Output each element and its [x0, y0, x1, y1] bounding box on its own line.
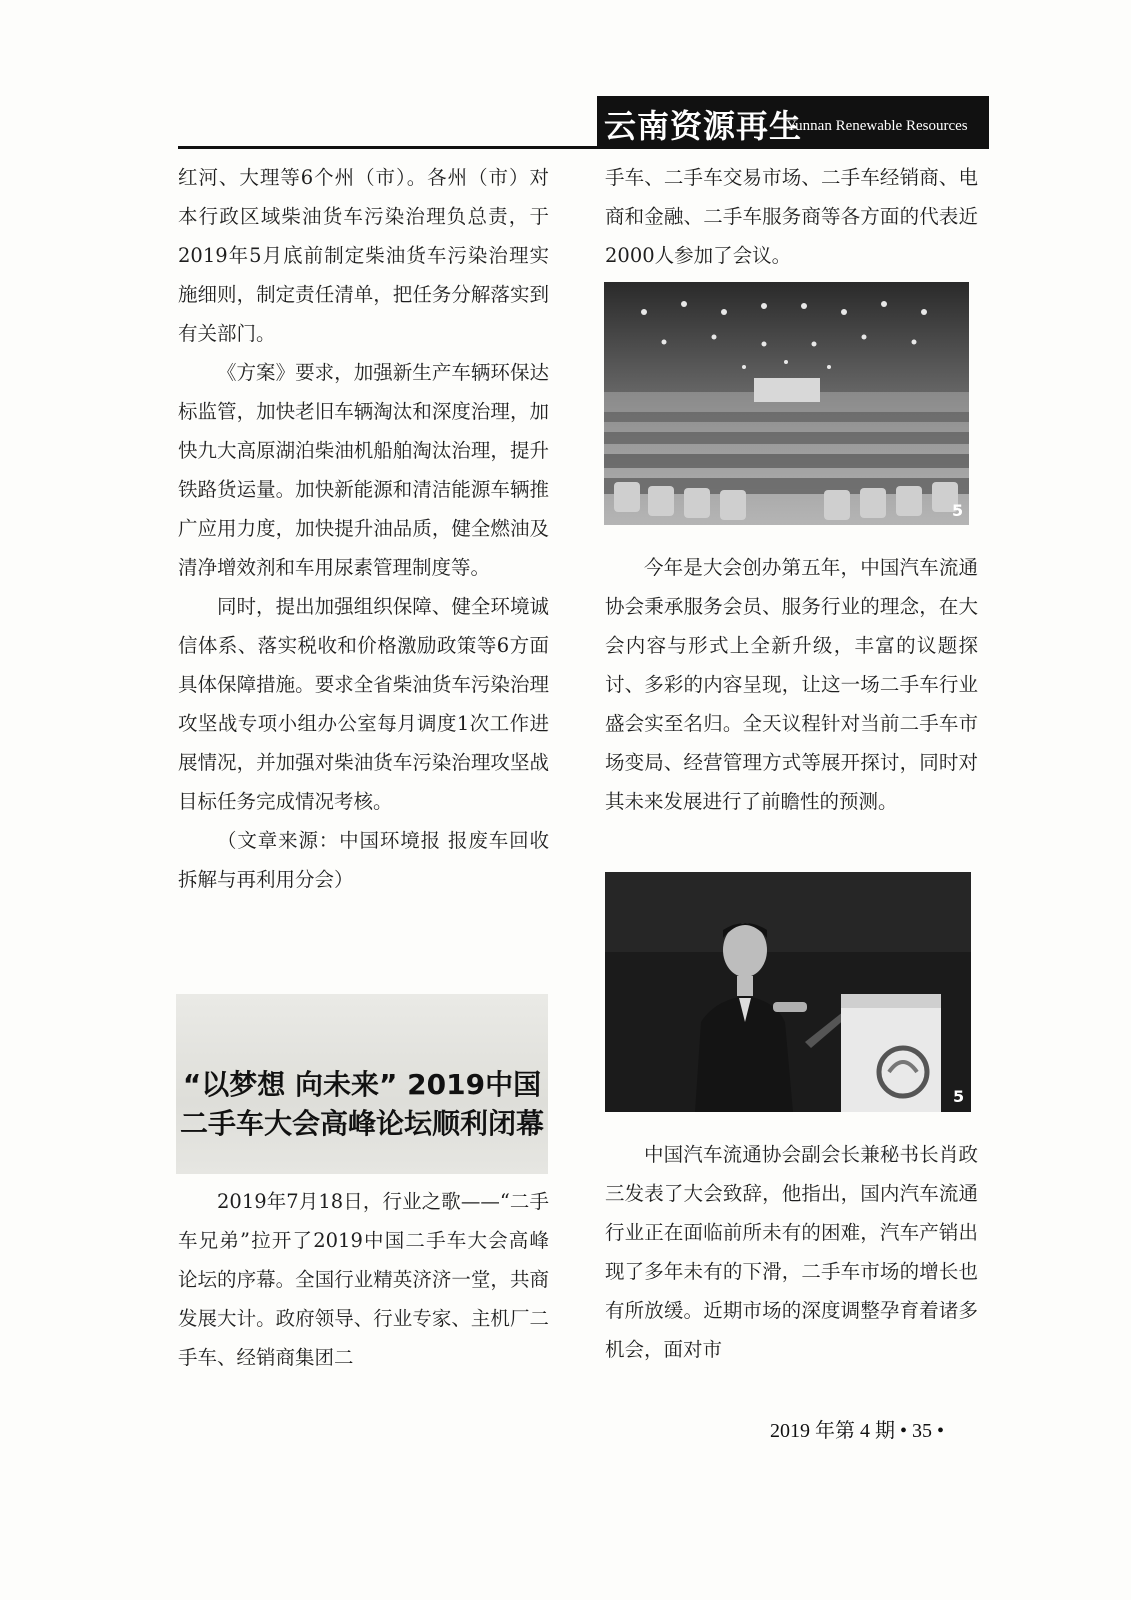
right-column-text-c [605, 1135, 978, 1369]
paragraph: 中国汽车流通协会副会长兼秘书长肖政三发表了大会致辞，他指出，国内汽车流通行业正在面临前所未有的困难，汽车产销出现了多年未有的下滑，二手车市场的增长也有所放缓。近期市场的深度调整孕育着诸多机会，面对市 [605, 1143, 978, 1361]
article-title-line-1: “以梦想 向未来” 2019中国 [182, 1068, 542, 1101]
paragraph: 同时，提出加强组织保障、健全环境诚信体系、落实税收和价格激励政策等6方面具体保障措施。要求全省柴油货车污染治理攻坚战专项小组办公室每月调度1次工作进展情况，并加强对柴油货车污染治理攻坚战目标任务完成情况考核。 [178, 595, 549, 813]
paragraph: 红河、大理等6个州（市）。各州（市）对本行政区域柴油货车污染治理负总责，于2019年5月底前制定柴油货车污染治理实施细则，制定责任清单，把任务分解落实到有关部门。 [178, 166, 549, 345]
paragraph: 2019年7月18日，行业之歌——“二手车兄弟”拉开了2019中国二手车大会高峰论坛的序幕。全国行业精英济济一堂，共商发展大计。政府领导、行业专家、主机厂二手车、经销商集团二 [178, 1190, 549, 1369]
article-intro [178, 1182, 549, 1377]
right-column-text-b [605, 548, 978, 821]
paragraph: 手车、二手车交易市场、二手车经销商、电商和金融、二手车服务商等各方面的代表近2000人参加了会议。 [605, 166, 978, 267]
right-column-text-a [605, 158, 978, 275]
page-number: 2019 年第 4 期 • 35 • [770, 1420, 945, 1442]
header-rule [178, 146, 989, 149]
conference-hall-photo [604, 282, 969, 525]
svg-text:5: 5 [953, 1087, 965, 1106]
paragraph: 今年是大会创办第五年，中国汽车流通协会秉承服务会员、服务行业的理念，在大会内容与形式上全新升级，丰富的议题探讨、多彩的内容呈现，让这一场二手车行业盛会实至名归。全天议程针对当前二手车市场变局、经营管理方式等展开探讨，同时对其未来发展进行了前瞻性的预测。 [605, 556, 978, 813]
paragraph: 《方案》要求，加强新生产车辆环保达标监管，加快老旧车辆淘汰和深度治理，加快九大高原湖泊柴油机船舶淘汰治理，提升铁路货运量。加快新能源和清洁能源车辆推广应用力度，加快提升油品质，健全燃油及清净增效剂和车用尿素管理制度等。 [178, 361, 549, 579]
speaker-photo [605, 872, 971, 1112]
conference-hall-illustration [604, 282, 969, 525]
svg-text:5: 5 [952, 501, 964, 520]
left-column-text [178, 158, 549, 899]
article-title-line-2: 二手车大会高峰论坛顺利闭幕 [179, 1107, 544, 1140]
masthead-title: 云南资源再生 [604, 107, 803, 145]
source-note: （文章来源：中国环境报 报废车回收拆解与再利用分会） [178, 829, 549, 891]
speaker-illustration [605, 872, 971, 1112]
masthead-subtitle: Yunnan Renewable Resources [786, 118, 968, 134]
